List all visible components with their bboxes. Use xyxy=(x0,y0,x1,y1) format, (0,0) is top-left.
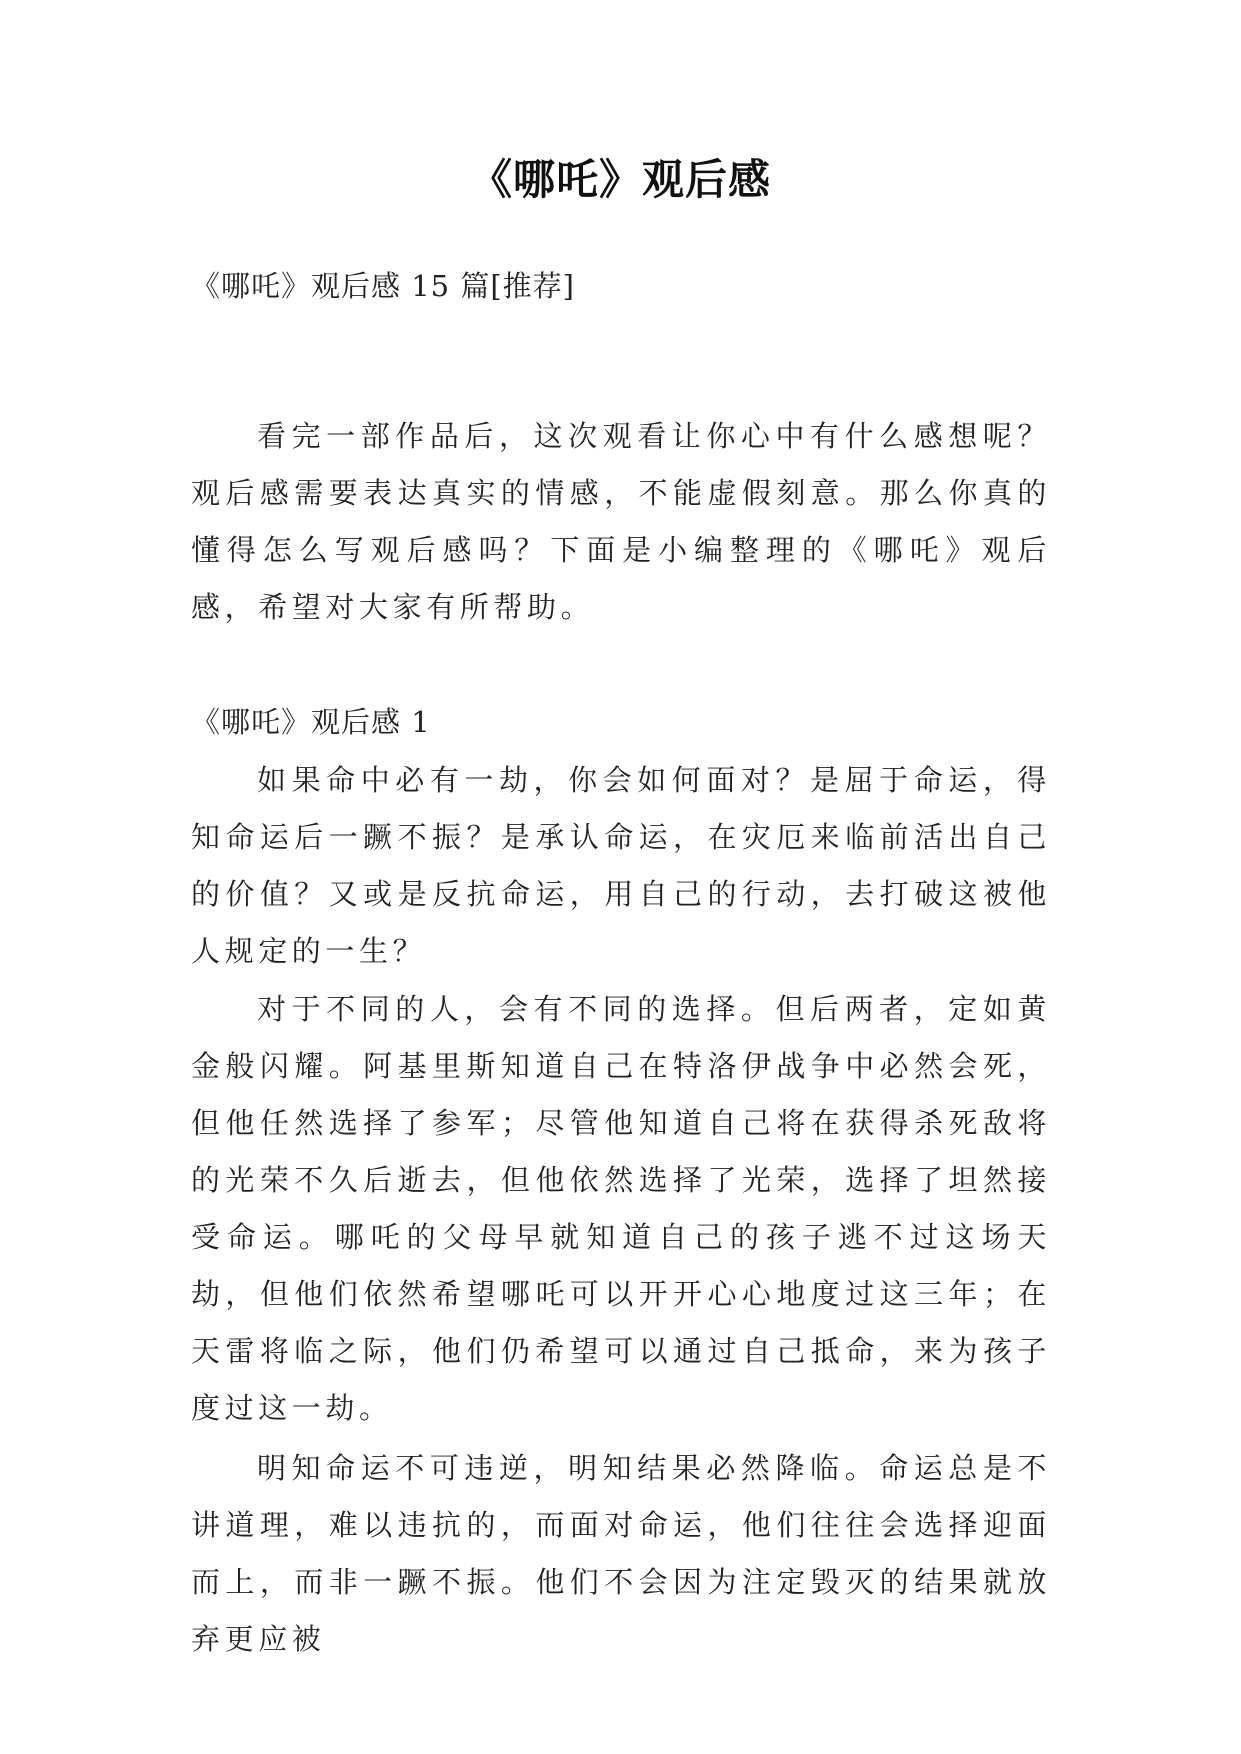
document-title: 《哪吒》观后感 xyxy=(469,155,771,204)
body-paragraph-3: 明知命运不可违逆，明知结果必然降临。命运总是不讲道理，难以违抗的，而面对命运，他们往往会选择迎面而上，而非一蹶不振。他们不会因为注定毁灭的结果就放弃更应被 xyxy=(191,1451,1051,1656)
intro-paragraph: 看完一部作品后，这次观看让你心中有什么感想呢？观后感需要表达真实的情感，不能虚假刻意。那么你真的懂得怎么写观后感吗？下面是小编整理的《哪吒》观后感，希望对大家有所帮助。 xyxy=(191,419,1051,624)
section-heading: 《哪吒》观后感 1 xyxy=(191,705,431,739)
document-subtitle: 《哪吒》观后感 15 篇[推荐] xyxy=(191,269,575,303)
body-paragraph-1: 如果命中必有一劫，你会如何面对？是屈于命运，得知命运后一蹶不振？是承认命运，在灾厄来临前活出自己的价值？又或是反抗命运，用自己的行动，去打破这被他人规定的一生？ xyxy=(191,763,1051,968)
body-paragraph-2: 对于不同的人，会有不同的选择。但后两者，定如黄金般闪耀。阿基里斯知道自己在特洛伊战争中必然会死，但他任然选择了参军；尽管他知道自己将在获得杀死敌将的光荣不久后逝去，但他依然选择了光荣，选择了坦然接受命运。哪吒的父母早就知道自己的孩子逃不过这场天劫，但他们依然希望哪吒可以开开心心地度过这三年；在天雷将临之际，他们仍希望可以通过自己抵命，来为孩子度过这一劫。 xyxy=(191,992,1051,1425)
